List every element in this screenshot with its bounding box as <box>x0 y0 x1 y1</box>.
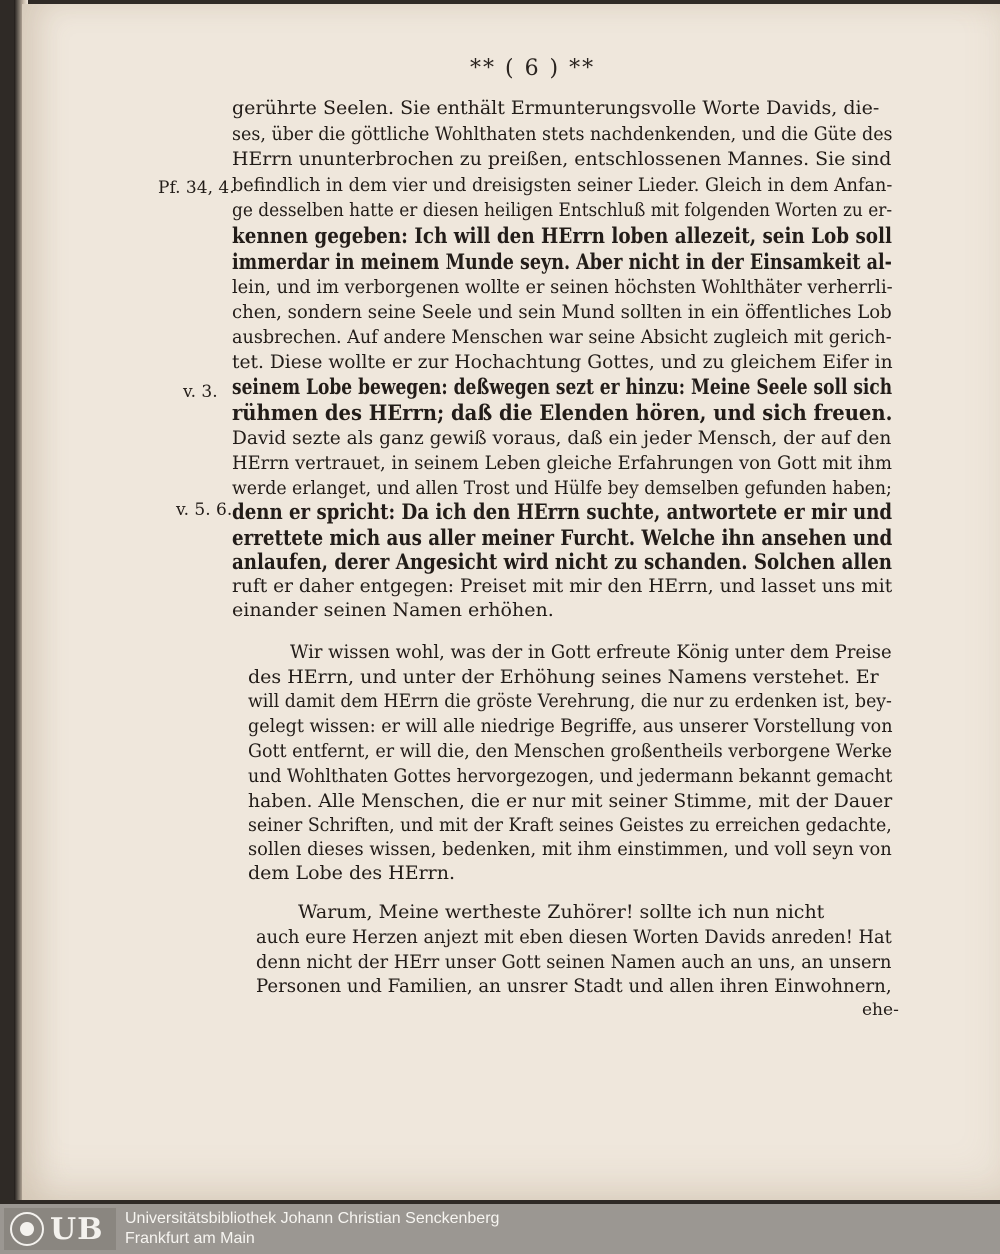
body-line: denn nicht der HErr unser Gott seinen Namen auch an uns, an unsern <box>256 951 892 973</box>
body-line: tet. Diese wollte er zur Hochachtung Gottes, und zu gleichem Eifer in <box>232 351 893 373</box>
body-line: ses, über die göttliche Wohlthaten stets nachdenkenden, und die Güte des <box>232 123 893 145</box>
margin-note-v56: v. 5. 6. <box>176 500 233 520</box>
body-line: sollen dieses wissen, bedenken, mit ihm einstimmen, und voll seyn von <box>248 838 892 860</box>
ub-logo-text: UB <box>50 1212 104 1247</box>
body-line: kennen gegeben: Ich will den HErrn loben allezeit, sein Lob soll <box>232 223 892 248</box>
body-line: ausbrechen. Auf andere Menschen war seine Absicht zugleich mit gerich- <box>232 326 892 348</box>
body-line: auch eure Herzen anjezt mit eben diesen Worten Davids anreden! Hat <box>256 926 892 948</box>
body-line: David sezte als ganz gewiß voraus, daß ein jeder Mensch, der auf den <box>232 427 892 449</box>
body-line: seiner Schriften, und mit der Kraft seines Geistes zu erreichen gedachte, <box>248 814 892 836</box>
catchword: ehe- <box>862 1000 899 1020</box>
body-line: gerührte Seelen. Sie enthält Ermunterungsvolle Worte Davids, die- <box>232 97 880 119</box>
body-line: rühmen des HErrn; daß die Elenden hören, und sich freuen. <box>232 400 893 425</box>
body-line: Personen und Familien, an unsrer Stadt und allen ihren Einwohnern, <box>256 975 892 997</box>
library-name: Universitätsbibliothek Johann Christian Senckenberg <box>125 1210 500 1227</box>
body-line: chen, sondern seine Seele und sein Mund sollten in ein öffentliches Lob <box>232 301 892 323</box>
body-line: ruft er daher entgegen: Preiset mit mir den HErrn, und lasset uns mit <box>232 575 893 597</box>
body-line: Gott entfernt, er will die, den Menschen großentheils verborgene Werke <box>248 740 892 762</box>
body-line: anlaufen, derer Angesicht wird nicht zu schanden. Solchen allen <box>232 549 893 574</box>
body-line: will damit dem HErrn die gröste Verehrung, die nur zu erdenken ist, bey- <box>248 690 892 712</box>
body-line: seinem Lobe bewegen: deßwegen sezt er hinzu: Meine Seele soll sich <box>232 374 893 399</box>
body-line: ge desselben hatte er diesen heiligen Entschluß mit folgenden Worten zu er- <box>232 199 893 221</box>
body-line: haben. Alle Menschen, die er nur mit seiner Stimme, mit der Dauer <box>248 790 893 812</box>
body-line: errettete mich aus aller meiner Furcht. Welche ihn ansehen und <box>232 525 893 550</box>
body-line: denn er spricht: Da ich den HErrn suchte, antwortete er mir und <box>232 499 893 524</box>
body-line: und Wohlthaten Gottes hervorgezogen, und jedermann bekannt gemacht <box>248 765 893 787</box>
body-line: dem Lobe des HErrn. <box>248 862 456 884</box>
body-line: befindlich in dem vier und dreisigsten seiner Lieder. Gleich in dem Anfan- <box>232 174 893 196</box>
seal-icon <box>10 1212 44 1246</box>
margin-note-v3: v. 3. <box>183 382 218 402</box>
body-line: Warum, Meine wertheste Zuhörer! sollte ich nun nicht <box>298 901 825 923</box>
body-line: HErrn ununterbrochen zu preißen, entschlossenen Mannes. Sie sind <box>232 148 892 170</box>
body-line: lein, und im verborgenen wollte er seinen höchsten Wohlthäter verherrli- <box>232 276 893 298</box>
body-line: des HErrn, und unter der Erhöhung seines Namens verstehet. Er <box>248 666 879 688</box>
library-footer <box>0 1204 1000 1254</box>
body-line: Wir wissen wohl, was der in Gott erfreute König unter dem Preise <box>290 641 892 663</box>
body-line: werde erlanget, und allen Trost und Hülfe bey demselben gefunden haben; <box>232 477 892 499</box>
body-line: HErrn vertrauet, in seinem Leben gleiche Erfahrungen von Gott mit ihm <box>232 452 893 474</box>
body-line: gelegt wissen: er will alle niedrige Begriffe, aus unserer Vorstellung von <box>248 715 893 737</box>
library-city: Frankfurt am Main <box>125 1230 255 1247</box>
margin-note-ps34: Pf. 34, 4. <box>158 178 235 198</box>
page-header: ** ( 6 ) ** <box>470 56 596 81</box>
body-line: immerdar in meinem Munde seyn. Aber nicht in der Einsamkeit al- <box>232 249 892 274</box>
ub-logo <box>4 1208 116 1250</box>
body-line: einander seinen Namen erhöhen. <box>232 599 554 621</box>
